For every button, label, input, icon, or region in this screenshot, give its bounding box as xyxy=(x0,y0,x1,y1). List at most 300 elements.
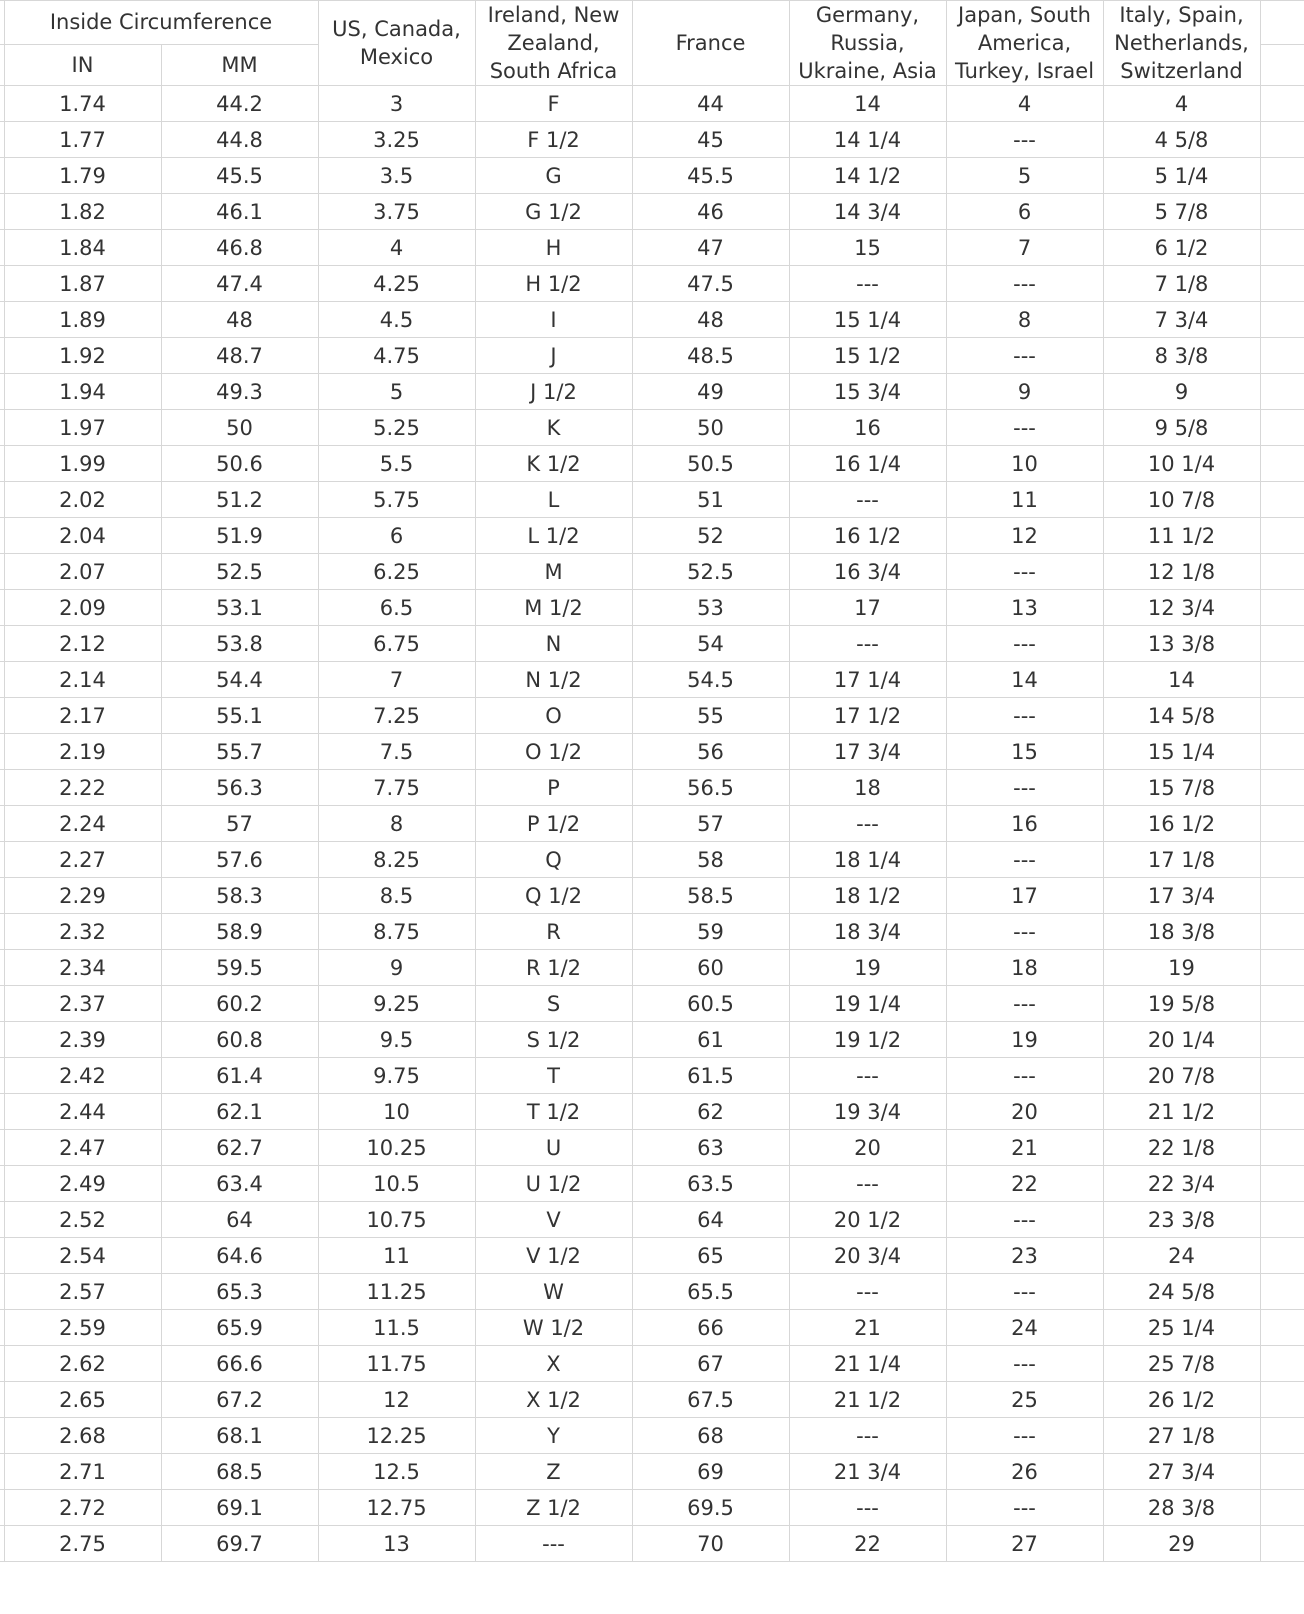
cell-mm[interactable]: 56.3 xyxy=(161,770,318,806)
cell-ireland[interactable]: O xyxy=(475,698,632,734)
cell-ireland[interactable]: H xyxy=(475,230,632,266)
cell-in[interactable]: 2.02 xyxy=(4,482,161,518)
cell-us[interactable]: 3.25 xyxy=(318,122,475,158)
empty-cell[interactable] xyxy=(1260,1382,1304,1418)
cell-france[interactable]: 69.5 xyxy=(632,1490,789,1526)
cell-japan[interactable]: 25 xyxy=(946,1382,1103,1418)
cell-us[interactable]: 8.5 xyxy=(318,878,475,914)
cell-france[interactable]: 52 xyxy=(632,518,789,554)
cell-japan[interactable]: --- xyxy=(946,770,1103,806)
cell-mm[interactable]: 65.3 xyxy=(161,1274,318,1310)
cell-italy[interactable]: 14 5/8 xyxy=(1103,698,1260,734)
cell-france[interactable]: 54.5 xyxy=(632,662,789,698)
empty-cell[interactable] xyxy=(1260,842,1304,878)
cell-italy[interactable]: 11 1/2 xyxy=(1103,518,1260,554)
cell-mm[interactable]: 50.6 xyxy=(161,446,318,482)
cell-mm[interactable]: 46.8 xyxy=(161,230,318,266)
header-ireland-nz-south-africa[interactable] xyxy=(475,1,632,86)
cell-in[interactable]: 2.54 xyxy=(4,1238,161,1274)
cell-japan[interactable]: 21 xyxy=(946,1130,1103,1166)
cell-france[interactable]: 51 xyxy=(632,482,789,518)
cell-ireland[interactable]: J xyxy=(475,338,632,374)
cell-japan[interactable]: 13 xyxy=(946,590,1103,626)
cell-mm[interactable]: 50 xyxy=(161,410,318,446)
cell-italy[interactable]: 29 xyxy=(1103,1526,1260,1562)
cell-us[interactable]: 3 xyxy=(318,86,475,122)
cell-in[interactable]: 2.09 xyxy=(4,590,161,626)
cell-us[interactable]: 10.5 xyxy=(318,1166,475,1202)
cell-italy[interactable]: 18 3/8 xyxy=(1103,914,1260,950)
cell-italy[interactable]: 19 5/8 xyxy=(1103,986,1260,1022)
cell-japan[interactable]: 4 xyxy=(946,86,1103,122)
cell-italy[interactable]: 16 1/2 xyxy=(1103,806,1260,842)
cell-us[interactable]: 4.5 xyxy=(318,302,475,338)
cell-germany[interactable]: --- xyxy=(789,806,946,842)
cell-us[interactable]: 3.75 xyxy=(318,194,475,230)
cell-france[interactable]: 69 xyxy=(632,1454,789,1490)
cell-in[interactable]: 2.12 xyxy=(4,626,161,662)
empty-cell[interactable] xyxy=(1260,1166,1304,1202)
cell-ireland[interactable]: K 1/2 xyxy=(475,446,632,482)
cell-in[interactable]: 2.34 xyxy=(4,950,161,986)
cell-ireland[interactable]: U xyxy=(475,1130,632,1166)
cell-france[interactable]: 63 xyxy=(632,1130,789,1166)
cell-italy[interactable]: 27 3/4 xyxy=(1103,1454,1260,1490)
cell-japan[interactable]: --- xyxy=(946,1418,1103,1454)
cell-us[interactable]: 10 xyxy=(318,1094,475,1130)
cell-italy[interactable]: 10 7/8 xyxy=(1103,482,1260,518)
cell-in[interactable]: 2.62 xyxy=(4,1346,161,1382)
cell-italy[interactable]: 7 1/8 xyxy=(1103,266,1260,302)
empty-cell[interactable] xyxy=(1260,230,1304,266)
empty-cell[interactable] xyxy=(1260,338,1304,374)
cell-france[interactable]: 48 xyxy=(632,302,789,338)
cell-us[interactable]: 4 xyxy=(318,230,475,266)
cell-us[interactable]: 10.75 xyxy=(318,1202,475,1238)
cell-us[interactable]: 8.25 xyxy=(318,842,475,878)
cell-italy[interactable]: 9 xyxy=(1103,374,1260,410)
cell-italy[interactable]: 22 3/4 xyxy=(1103,1166,1260,1202)
empty-cell[interactable] xyxy=(1260,1238,1304,1274)
cell-japan[interactable]: 6 xyxy=(946,194,1103,230)
cell-germany[interactable]: 16 1/4 xyxy=(789,446,946,482)
empty-cell[interactable] xyxy=(1260,590,1304,626)
cell-mm[interactable]: 44.2 xyxy=(161,86,318,122)
cell-germany[interactable]: 16 xyxy=(789,410,946,446)
cell-germany[interactable]: 22 xyxy=(789,1526,946,1562)
cell-ireland[interactable]: N 1/2 xyxy=(475,662,632,698)
cell-france[interactable]: 66 xyxy=(632,1310,789,1346)
cell-mm[interactable]: 44.8 xyxy=(161,122,318,158)
cell-france[interactable]: 65.5 xyxy=(632,1274,789,1310)
cell-japan[interactable]: --- xyxy=(946,1346,1103,1382)
cell-in[interactable]: 2.22 xyxy=(4,770,161,806)
cell-france[interactable]: 62 xyxy=(632,1094,789,1130)
cell-italy[interactable]: 4 5/8 xyxy=(1103,122,1260,158)
cell-japan[interactable]: --- xyxy=(946,338,1103,374)
empty-cell[interactable] xyxy=(1260,986,1304,1022)
empty-cell[interactable] xyxy=(1260,878,1304,914)
cell-france[interactable]: 58.5 xyxy=(632,878,789,914)
cell-italy[interactable]: 12 3/4 xyxy=(1103,590,1260,626)
cell-in[interactable]: 2.71 xyxy=(4,1454,161,1490)
cell-mm[interactable]: 68.1 xyxy=(161,1418,318,1454)
cell-us[interactable]: 5 xyxy=(318,374,475,410)
cell-mm[interactable]: 60.8 xyxy=(161,1022,318,1058)
empty-cell[interactable] xyxy=(1260,626,1304,662)
cell-us[interactable]: 9.5 xyxy=(318,1022,475,1058)
cell-in[interactable]: 1.92 xyxy=(4,338,161,374)
cell-italy[interactable]: 26 1/2 xyxy=(1103,1382,1260,1418)
cell-in[interactable]: 2.52 xyxy=(4,1202,161,1238)
empty-cell[interactable] xyxy=(1260,1022,1304,1058)
cell-france[interactable]: 56 xyxy=(632,734,789,770)
cell-japan[interactable]: 24 xyxy=(946,1310,1103,1346)
empty-cell[interactable] xyxy=(1260,1130,1304,1166)
cell-mm[interactable]: 64 xyxy=(161,1202,318,1238)
cell-mm[interactable]: 67.2 xyxy=(161,1382,318,1418)
cell-ireland[interactable]: P 1/2 xyxy=(475,806,632,842)
empty-cell[interactable] xyxy=(1260,698,1304,734)
cell-germany[interactable]: 21 3/4 xyxy=(789,1454,946,1490)
cell-ireland[interactable]: G 1/2 xyxy=(475,194,632,230)
cell-in[interactable]: 2.29 xyxy=(4,878,161,914)
empty-cell[interactable] xyxy=(1260,302,1304,338)
cell-france[interactable]: 58 xyxy=(632,842,789,878)
cell-france[interactable]: 50.5 xyxy=(632,446,789,482)
cell-us[interactable]: 5.5 xyxy=(318,446,475,482)
cell-japan[interactable]: --- xyxy=(946,266,1103,302)
empty-cell[interactable] xyxy=(1260,1346,1304,1382)
cell-us[interactable]: 12 xyxy=(318,1382,475,1418)
header-japan-south-america-turkey-israel[interactable] xyxy=(946,1,1103,86)
cell-in[interactable]: 2.65 xyxy=(4,1382,161,1418)
cell-in[interactable]: 2.47 xyxy=(4,1130,161,1166)
cell-ireland[interactable]: I xyxy=(475,302,632,338)
cell-ireland[interactable]: L 1/2 xyxy=(475,518,632,554)
cell-germany[interactable]: 21 1/4 xyxy=(789,1346,946,1382)
cell-ireland[interactable]: Q xyxy=(475,842,632,878)
cell-japan[interactable]: 26 xyxy=(946,1454,1103,1490)
cell-us[interactable]: 12.75 xyxy=(318,1490,475,1526)
cell-us[interactable]: 13 xyxy=(318,1526,475,1562)
cell-mm[interactable]: 49.3 xyxy=(161,374,318,410)
cell-germany[interactable]: 14 1/2 xyxy=(789,158,946,194)
cell-france[interactable]: 45 xyxy=(632,122,789,158)
cell-us[interactable]: 12.5 xyxy=(318,1454,475,1490)
cell-mm[interactable]: 68.5 xyxy=(161,1454,318,1490)
cell-japan[interactable]: --- xyxy=(946,1274,1103,1310)
cell-in[interactable]: 1.74 xyxy=(4,86,161,122)
cell-ireland[interactable]: X 1/2 xyxy=(475,1382,632,1418)
cell-in[interactable]: 2.59 xyxy=(4,1310,161,1346)
cell-germany[interactable]: 20 3/4 xyxy=(789,1238,946,1274)
cell-mm[interactable]: 52.5 xyxy=(161,554,318,590)
cell-japan[interactable]: 8 xyxy=(946,302,1103,338)
cell-italy[interactable]: 24 5/8 xyxy=(1103,1274,1260,1310)
cell-germany[interactable]: 18 xyxy=(789,770,946,806)
cell-mm[interactable]: 51.2 xyxy=(161,482,318,518)
cell-in[interactable]: 1.99 xyxy=(4,446,161,482)
cell-in[interactable]: 1.97 xyxy=(4,410,161,446)
cell-france[interactable]: 60 xyxy=(632,950,789,986)
cell-in[interactable]: 1.94 xyxy=(4,374,161,410)
empty-cell[interactable] xyxy=(1260,1274,1304,1310)
cell-france[interactable]: 47.5 xyxy=(632,266,789,302)
cell-france[interactable]: 59 xyxy=(632,914,789,950)
cell-japan[interactable]: 7 xyxy=(946,230,1103,266)
cell-germany[interactable]: 18 1/4 xyxy=(789,842,946,878)
cell-us[interactable]: 11.5 xyxy=(318,1310,475,1346)
cell-japan[interactable]: 20 xyxy=(946,1094,1103,1130)
cell-mm[interactable]: 58.9 xyxy=(161,914,318,950)
empty-cell[interactable] xyxy=(1260,122,1304,158)
empty-cell[interactable] xyxy=(1260,1454,1304,1490)
cell-us[interactable]: 3.5 xyxy=(318,158,475,194)
header-france[interactable] xyxy=(632,1,789,86)
header-germany-russia-ukraine-asia[interactable] xyxy=(789,1,946,86)
cell-in[interactable]: 2.27 xyxy=(4,842,161,878)
empty-cell[interactable] xyxy=(1260,1094,1304,1130)
cell-italy[interactable]: 5 1/4 xyxy=(1103,158,1260,194)
empty-cell[interactable] xyxy=(1260,194,1304,230)
cell-japan[interactable]: 22 xyxy=(946,1166,1103,1202)
cell-us[interactable]: 4.75 xyxy=(318,338,475,374)
empty-cell[interactable] xyxy=(1260,770,1304,806)
empty-cell[interactable] xyxy=(1260,86,1304,122)
cell-ireland[interactable]: W xyxy=(475,1274,632,1310)
cell-mm[interactable]: 65.9 xyxy=(161,1310,318,1346)
empty-cell[interactable] xyxy=(1260,518,1304,554)
cell-germany[interactable]: --- xyxy=(789,626,946,662)
cell-germany[interactable]: 20 1/2 xyxy=(789,1202,946,1238)
cell-in[interactable]: 1.84 xyxy=(4,230,161,266)
cell-italy[interactable]: 20 1/4 xyxy=(1103,1022,1260,1058)
cell-us[interactable]: 11 xyxy=(318,1238,475,1274)
cell-mm[interactable]: 48 xyxy=(161,302,318,338)
cell-ireland[interactable]: W 1/2 xyxy=(475,1310,632,1346)
empty-cell[interactable] xyxy=(1260,734,1304,770)
cell-japan[interactable]: --- xyxy=(946,914,1103,950)
cell-germany[interactable]: --- xyxy=(789,1418,946,1454)
cell-in[interactable]: 2.49 xyxy=(4,1166,161,1202)
cell-ireland[interactable]: V xyxy=(475,1202,632,1238)
empty-cell[interactable] xyxy=(1260,1490,1304,1526)
cell-japan[interactable]: 23 xyxy=(946,1238,1103,1274)
cell-in[interactable]: 2.37 xyxy=(4,986,161,1022)
header-mm[interactable]: MM xyxy=(161,44,318,85)
cell-germany[interactable]: 18 3/4 xyxy=(789,914,946,950)
cell-ireland[interactable]: S xyxy=(475,986,632,1022)
cell-germany[interactable]: --- xyxy=(789,1490,946,1526)
cell-france[interactable]: 46 xyxy=(632,194,789,230)
cell-mm[interactable]: 58.3 xyxy=(161,878,318,914)
cell-in[interactable]: 2.19 xyxy=(4,734,161,770)
cell-france[interactable]: 47 xyxy=(632,230,789,266)
cell-in[interactable]: 2.32 xyxy=(4,914,161,950)
cell-us[interactable]: 8.75 xyxy=(318,914,475,950)
cell-in[interactable]: 1.77 xyxy=(4,122,161,158)
cell-germany[interactable]: 14 xyxy=(789,86,946,122)
cell-france[interactable]: 67.5 xyxy=(632,1382,789,1418)
cell-mm[interactable]: 62.7 xyxy=(161,1130,318,1166)
cell-mm[interactable]: 62.1 xyxy=(161,1094,318,1130)
cell-us[interactable]: 6 xyxy=(318,518,475,554)
cell-italy[interactable]: 8 3/8 xyxy=(1103,338,1260,374)
empty-cell[interactable] xyxy=(1260,806,1304,842)
cell-ireland[interactable]: S 1/2 xyxy=(475,1022,632,1058)
cell-japan[interactable]: --- xyxy=(946,1490,1103,1526)
header-us-canada-mexico[interactable] xyxy=(318,1,475,86)
cell-us[interactable]: 9.25 xyxy=(318,986,475,1022)
cell-mm[interactable]: 66.6 xyxy=(161,1346,318,1382)
cell-germany[interactable]: 17 1/4 xyxy=(789,662,946,698)
cell-germany[interactable]: 20 xyxy=(789,1130,946,1166)
cell-italy[interactable]: 19 xyxy=(1103,950,1260,986)
cell-germany[interactable]: 18 1/2 xyxy=(789,878,946,914)
cell-germany[interactable]: 15 1/4 xyxy=(789,302,946,338)
cell-france[interactable]: 65 xyxy=(632,1238,789,1274)
empty-cell[interactable] xyxy=(1260,374,1304,410)
cell-italy[interactable]: 5 7/8 xyxy=(1103,194,1260,230)
cell-in[interactable]: 2.04 xyxy=(4,518,161,554)
empty-cell[interactable] xyxy=(1260,1,1304,45)
cell-italy[interactable]: 22 1/8 xyxy=(1103,1130,1260,1166)
cell-us[interactable]: 11.25 xyxy=(318,1274,475,1310)
cell-japan[interactable]: 5 xyxy=(946,158,1103,194)
cell-japan[interactable]: 16 xyxy=(946,806,1103,842)
cell-germany[interactable]: 16 3/4 xyxy=(789,554,946,590)
cell-ireland[interactable]: H 1/2 xyxy=(475,266,632,302)
cell-japan[interactable]: 19 xyxy=(946,1022,1103,1058)
cell-germany[interactable]: 15 1/2 xyxy=(789,338,946,374)
cell-mm[interactable]: 63.4 xyxy=(161,1166,318,1202)
header-italy-spain-netherlands-switzerland[interactable] xyxy=(1103,1,1260,86)
cell-mm[interactable]: 45.5 xyxy=(161,158,318,194)
cell-ireland[interactable]: M xyxy=(475,554,632,590)
cell-germany[interactable]: 21 xyxy=(789,1310,946,1346)
cell-italy[interactable]: 25 7/8 xyxy=(1103,1346,1260,1382)
cell-germany[interactable]: --- xyxy=(789,482,946,518)
cell-ireland[interactable]: L xyxy=(475,482,632,518)
cell-france[interactable]: 64 xyxy=(632,1202,789,1238)
cell-italy[interactable]: 25 1/4 xyxy=(1103,1310,1260,1346)
cell-in[interactable]: 2.75 xyxy=(4,1526,161,1562)
cell-us[interactable]: 7.75 xyxy=(318,770,475,806)
cell-germany[interactable]: 19 1/2 xyxy=(789,1022,946,1058)
cell-italy[interactable]: 15 1/4 xyxy=(1103,734,1260,770)
cell-italy[interactable]: 17 1/8 xyxy=(1103,842,1260,878)
cell-italy[interactable]: 24 xyxy=(1103,1238,1260,1274)
cell-in[interactable]: 1.82 xyxy=(4,194,161,230)
cell-ireland[interactable]: F xyxy=(475,86,632,122)
cell-france[interactable]: 56.5 xyxy=(632,770,789,806)
cell-ireland[interactable]: --- xyxy=(475,1526,632,1562)
cell-japan[interactable]: 17 xyxy=(946,878,1103,914)
cell-ireland[interactable]: R xyxy=(475,914,632,950)
cell-italy[interactable]: 13 3/8 xyxy=(1103,626,1260,662)
empty-cell[interactable] xyxy=(1260,44,1304,85)
cell-us[interactable]: 6.75 xyxy=(318,626,475,662)
cell-us[interactable]: 7.5 xyxy=(318,734,475,770)
cell-in[interactable]: 2.57 xyxy=(4,1274,161,1310)
cell-france[interactable]: 44 xyxy=(632,86,789,122)
empty-cell[interactable] xyxy=(1260,1526,1304,1562)
cell-germany[interactable]: 15 3/4 xyxy=(789,374,946,410)
cell-ireland[interactable]: Z xyxy=(475,1454,632,1490)
cell-france[interactable]: 70 xyxy=(632,1526,789,1562)
cell-mm[interactable]: 47.4 xyxy=(161,266,318,302)
cell-mm[interactable]: 69.1 xyxy=(161,1490,318,1526)
cell-ireland[interactable]: T xyxy=(475,1058,632,1094)
cell-ireland[interactable]: G xyxy=(475,158,632,194)
cell-ireland[interactable]: T 1/2 xyxy=(475,1094,632,1130)
cell-france[interactable]: 61 xyxy=(632,1022,789,1058)
cell-germany[interactable]: 19 xyxy=(789,950,946,986)
cell-ireland[interactable]: R 1/2 xyxy=(475,950,632,986)
cell-japan[interactable]: 10 xyxy=(946,446,1103,482)
empty-cell[interactable] xyxy=(1260,662,1304,698)
cell-ireland[interactable]: J 1/2 xyxy=(475,374,632,410)
cell-italy[interactable]: 23 3/8 xyxy=(1103,1202,1260,1238)
cell-germany[interactable]: 15 xyxy=(789,230,946,266)
cell-mm[interactable]: 64.6 xyxy=(161,1238,318,1274)
cell-france[interactable]: 54 xyxy=(632,626,789,662)
cell-mm[interactable]: 55.7 xyxy=(161,734,318,770)
cell-germany[interactable]: 19 1/4 xyxy=(789,986,946,1022)
empty-cell[interactable] xyxy=(1260,410,1304,446)
cell-japan[interactable]: 9 xyxy=(946,374,1103,410)
cell-france[interactable]: 57 xyxy=(632,806,789,842)
cell-mm[interactable]: 53.1 xyxy=(161,590,318,626)
cell-us[interactable]: 7.25 xyxy=(318,698,475,734)
cell-mm[interactable]: 53.8 xyxy=(161,626,318,662)
cell-us[interactable]: 4.25 xyxy=(318,266,475,302)
cell-france[interactable]: 50 xyxy=(632,410,789,446)
cell-in[interactable]: 2.72 xyxy=(4,1490,161,1526)
cell-germany[interactable]: --- xyxy=(789,266,946,302)
cell-france[interactable]: 53 xyxy=(632,590,789,626)
cell-italy[interactable]: 4 xyxy=(1103,86,1260,122)
cell-japan[interactable]: --- xyxy=(946,554,1103,590)
cell-in[interactable]: 2.17 xyxy=(4,698,161,734)
empty-cell[interactable] xyxy=(1260,1058,1304,1094)
cell-italy[interactable]: 15 7/8 xyxy=(1103,770,1260,806)
cell-mm[interactable]: 46.1 xyxy=(161,194,318,230)
cell-france[interactable]: 49 xyxy=(632,374,789,410)
cell-mm[interactable]: 57 xyxy=(161,806,318,842)
cell-in[interactable]: 2.24 xyxy=(4,806,161,842)
cell-ireland[interactable]: N xyxy=(475,626,632,662)
cell-in[interactable]: 2.68 xyxy=(4,1418,161,1454)
empty-cell[interactable] xyxy=(1260,1310,1304,1346)
cell-ireland[interactable]: U 1/2 xyxy=(475,1166,632,1202)
cell-mm[interactable]: 48.7 xyxy=(161,338,318,374)
cell-us[interactable]: 10.25 xyxy=(318,1130,475,1166)
cell-japan[interactable]: 14 xyxy=(946,662,1103,698)
cell-mm[interactable]: 54.4 xyxy=(161,662,318,698)
cell-japan[interactable]: 12 xyxy=(946,518,1103,554)
cell-germany[interactable]: 19 3/4 xyxy=(789,1094,946,1130)
cell-france[interactable]: 52.5 xyxy=(632,554,789,590)
empty-cell[interactable] xyxy=(1260,158,1304,194)
cell-italy[interactable]: 28 3/8 xyxy=(1103,1490,1260,1526)
empty-cell[interactable] xyxy=(1260,914,1304,950)
cell-ireland[interactable]: M 1/2 xyxy=(475,590,632,626)
cell-us[interactable]: 11.75 xyxy=(318,1346,475,1382)
cell-ireland[interactable]: O 1/2 xyxy=(475,734,632,770)
cell-germany[interactable]: 17 1/2 xyxy=(789,698,946,734)
